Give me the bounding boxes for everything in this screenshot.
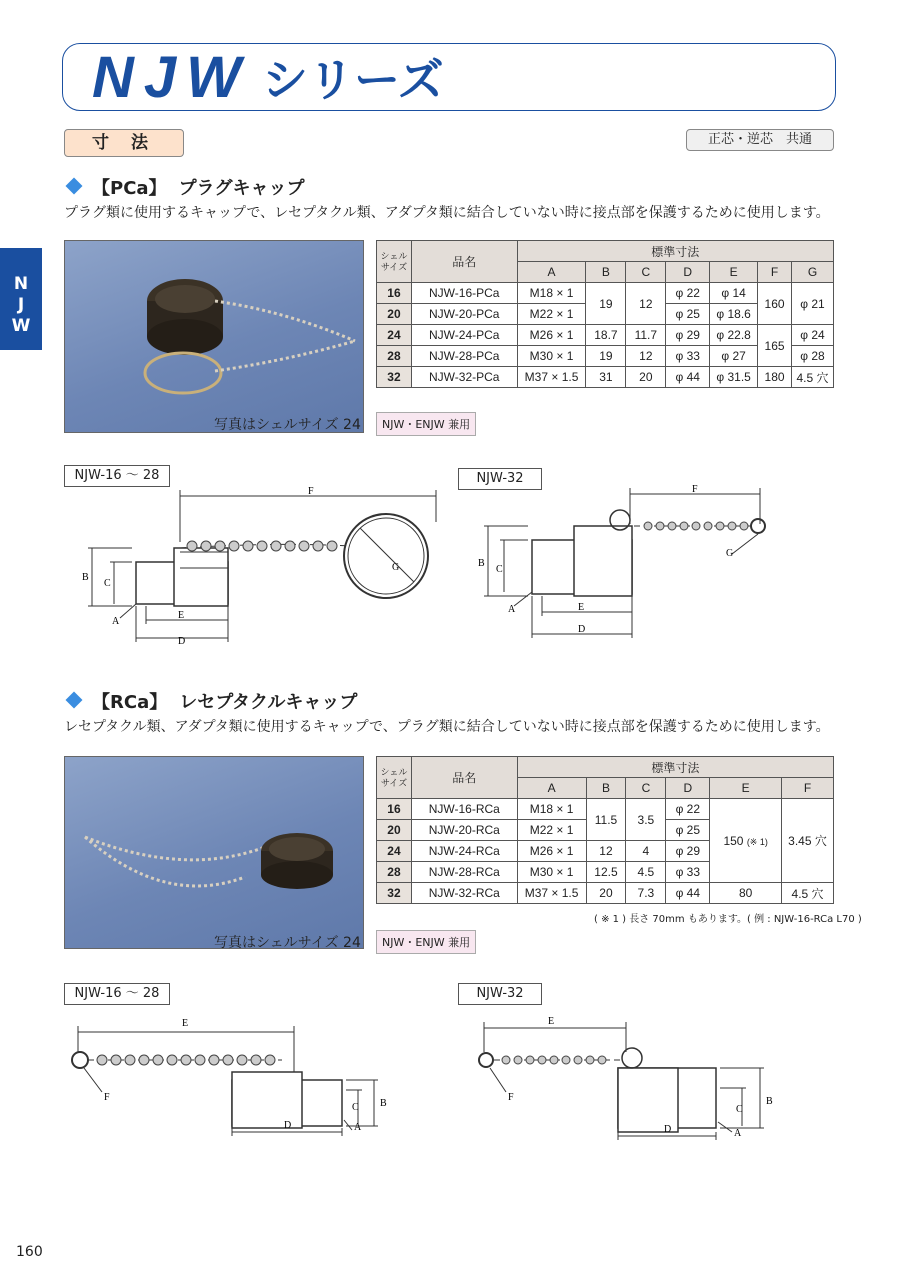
cell-b: 12 (586, 841, 626, 862)
cell-d: φ 33 (666, 862, 710, 883)
cell-d: φ 25 (666, 304, 710, 325)
table-row (377, 883, 834, 904)
cell-c: 12 (626, 283, 666, 325)
shell-size: 16 (377, 283, 412, 304)
dim-label-d: D (578, 624, 586, 635)
receptacle-cap-photo-image (65, 757, 363, 948)
pca-diagram-32 (470, 484, 800, 644)
table-row (377, 283, 834, 304)
series-title-jp: シリーズ (262, 53, 444, 107)
dim-label-e: E (178, 610, 185, 621)
dim-label-f: F (508, 1092, 514, 1103)
product-name: NJW-24-RCa (411, 841, 517, 862)
cell-c: 4.5 (626, 862, 666, 883)
dim-label-f: F (104, 1092, 110, 1103)
col-header: E (710, 262, 758, 283)
cell-a: M37 × 1.5 (517, 367, 586, 388)
cell-c: 20 (626, 367, 666, 388)
shell-size: 28 (377, 862, 412, 883)
pca-spec-table (376, 240, 834, 388)
dimension-label: 寸 法 (64, 129, 184, 157)
cell-b: 20 (586, 883, 626, 904)
col-header: G (792, 262, 834, 283)
cell-f: 160 (758, 283, 792, 325)
table-row (377, 325, 834, 346)
rca-diagram-label: NJW-32 (458, 983, 542, 1005)
dim-label-c: C (736, 1104, 743, 1115)
dim-label-e: E (182, 1018, 189, 1029)
pca-heading (62, 174, 305, 200)
dim-label-e: E (548, 1016, 555, 1027)
std-dim-header: 標準寸法 (517, 241, 833, 262)
pca-diagram-label: NJW-16 ～ 28 (64, 465, 170, 487)
col-header: A (517, 778, 586, 799)
rca-heading-name: レセプタクルキャップ (179, 692, 358, 713)
cell-e (710, 799, 782, 883)
rca-diagram-32 (470, 1012, 800, 1142)
cell-d: φ 22 (666, 799, 710, 820)
rca-diagram-16-28 (62, 1012, 402, 1142)
cell-d: φ 44 (666, 367, 710, 388)
rca-diagram-label: NJW-16 ～ 28 (64, 983, 170, 1005)
col-header: D (666, 262, 710, 283)
cell-d: φ 44 (666, 883, 710, 904)
cell-e-note: (※ 1) (746, 836, 768, 847)
cell-c: 3.5 (626, 799, 666, 841)
std-dim-header: 標準寸法 (517, 757, 833, 778)
cell-d: φ 29 (666, 841, 710, 862)
col-header: E (710, 778, 782, 799)
dim-label-a: A (508, 604, 516, 615)
dim-label-a: A (734, 1128, 742, 1139)
cell-f: 3.45 穴 (782, 799, 834, 883)
shell-size-header: シェルサイズ (377, 241, 412, 283)
dim-label-c: C (352, 1102, 359, 1113)
pca-diagram-16-28 (70, 482, 450, 662)
name-header: 品名 (411, 757, 517, 799)
product-name: NJW-32-RCa (411, 883, 517, 904)
table-row (377, 367, 834, 388)
rca-heading-code: 【RCa】 (92, 692, 168, 713)
dim-label-f: F (308, 486, 314, 497)
shell-size: 20 (377, 304, 412, 325)
dim-label-a: A (354, 1122, 362, 1133)
cell-e: φ 14 (710, 283, 758, 304)
dim-label-b: B (82, 572, 89, 583)
cell-g: 4.5 穴 (792, 367, 834, 388)
cell-e: φ 31.5 (710, 367, 758, 388)
cell-a: M22 × 1 (517, 820, 586, 841)
cell-c: 12 (626, 346, 666, 367)
cell-c: 11.7 (626, 325, 666, 346)
cell-a: M18 × 1 (517, 799, 586, 820)
cell-g: φ 21 (792, 283, 834, 325)
side-tab-letter: J (17, 295, 25, 315)
pca-description: プラグ類に使用するキャップで、レセプタクル類、アダプタ類に結合していない時に接点部を保護するために使用します。 (64, 205, 830, 221)
cell-a: M37 × 1.5 (517, 883, 586, 904)
dim-label-g: G (392, 562, 400, 573)
pca-diagram-label: NJW-32 (458, 468, 542, 490)
product-name: NJW-20-RCa (411, 820, 517, 841)
cell-e: φ 18.6 (710, 304, 758, 325)
shell-size: 32 (377, 367, 412, 388)
name-header: 品名 (411, 241, 517, 283)
common-tag: 正芯・逆芯 共通 (686, 129, 834, 151)
dim-label-c: C (104, 578, 111, 589)
product-name: NJW-28-RCa (411, 862, 517, 883)
cell-a: M18 × 1 (517, 283, 586, 304)
dim-label-b: B (478, 558, 485, 569)
cell-f: 165 (758, 325, 792, 367)
shell-size: 16 (377, 799, 412, 820)
product-name: NJW-32-PCa (411, 367, 517, 388)
cell-d: φ 33 (666, 346, 710, 367)
product-name: NJW-24-PCa (411, 325, 517, 346)
pca-compat-badge: NJW・ENJW 兼用 (376, 412, 476, 436)
dim-label-d: D (664, 1124, 672, 1135)
cell-a: M30 × 1 (517, 346, 586, 367)
col-header: F (758, 262, 792, 283)
rca-compat-badge: NJW・ENJW 兼用 (376, 930, 476, 954)
dim-label-e: E (578, 602, 585, 613)
shell-size: 24 (377, 841, 412, 862)
col-header: A (517, 262, 586, 283)
diamond-icon (66, 692, 83, 709)
cell-a: M22 × 1 (517, 304, 586, 325)
page-number: 160 (16, 1244, 43, 1260)
cell-d: φ 25 (666, 820, 710, 841)
cell-b: 11.5 (586, 799, 626, 841)
table-row (377, 799, 834, 820)
rca-spec-table (376, 756, 834, 904)
cell-e: 80 (710, 883, 782, 904)
col-header: C (626, 778, 666, 799)
shell-size-header: シェルサイズ (377, 757, 412, 799)
side-tab (0, 248, 42, 350)
cell-b: 12.5 (586, 862, 626, 883)
product-name: NJW-16-PCa (411, 283, 517, 304)
cell-b: 31 (586, 367, 626, 388)
side-tab-letter: N (13, 274, 29, 294)
dim-label-b: B (766, 1096, 773, 1107)
dim-label-a: A (112, 616, 120, 627)
rca-photo-caption: 写真はシェルサイズ 24 (214, 935, 361, 951)
rca-description: レセプタクル類、アダプタ類に使用するキャップで、プラグ類に結合していない時に接点部を保護するために使用します。 (64, 719, 830, 735)
cell-e: φ 27 (710, 346, 758, 367)
cell-b: 18.7 (586, 325, 626, 346)
cell-b: 19 (586, 283, 626, 325)
shell-size: 20 (377, 820, 412, 841)
product-name: NJW-20-PCa (411, 304, 517, 325)
shell-size: 24 (377, 325, 412, 346)
rca-heading (62, 688, 357, 714)
cell-a: M26 × 1 (517, 325, 586, 346)
cell-c: 4 (626, 841, 666, 862)
col-header: B (586, 778, 626, 799)
cell-g: φ 28 (792, 346, 834, 367)
cell-f: 180 (758, 367, 792, 388)
cell-e: φ 22.8 (710, 325, 758, 346)
dim-label-d: D (178, 636, 186, 647)
col-header: D (666, 778, 710, 799)
rca-photo (64, 756, 364, 949)
cell-a: M26 × 1 (517, 841, 586, 862)
pca-heading-name: プラグキャップ (178, 178, 305, 199)
cell-g: φ 24 (792, 325, 834, 346)
product-name: NJW-28-PCa (411, 346, 517, 367)
col-header: C (626, 262, 666, 283)
dim-label-f: F (692, 484, 698, 495)
cell-e-value: 150 (723, 833, 744, 848)
dim-label-c: C (496, 564, 503, 575)
shell-size: 28 (377, 346, 412, 367)
cell-c: 7.3 (626, 883, 666, 904)
side-tab-letter: W (11, 316, 31, 336)
pca-heading-code: 【PCa】 (92, 178, 167, 199)
cell-d: φ 22 (666, 283, 710, 304)
col-header: F (782, 778, 834, 799)
dim-label-b: B (380, 1098, 387, 1109)
plug-cap-photo-image (65, 241, 363, 432)
cell-d: φ 29 (666, 325, 710, 346)
col-header: B (586, 262, 626, 283)
dim-label-g: G (726, 548, 734, 559)
pca-photo (64, 240, 364, 433)
dim-label-d: D (284, 1120, 292, 1131)
series-title-en: NJW (92, 45, 251, 110)
cell-b: 19 (586, 346, 626, 367)
rca-footnote: ( ※ 1 ) 長さ 70mm もあります。( 例 : NJW-16-RCa L70 ) (594, 914, 862, 925)
shell-size: 32 (377, 883, 412, 904)
cell-a: M30 × 1 (517, 862, 586, 883)
pca-photo-caption: 写真はシェルサイズ 24 (214, 417, 361, 433)
cell-f: 4.5 穴 (782, 883, 834, 904)
diamond-icon (66, 178, 83, 195)
product-name: NJW-16-RCa (411, 799, 517, 820)
